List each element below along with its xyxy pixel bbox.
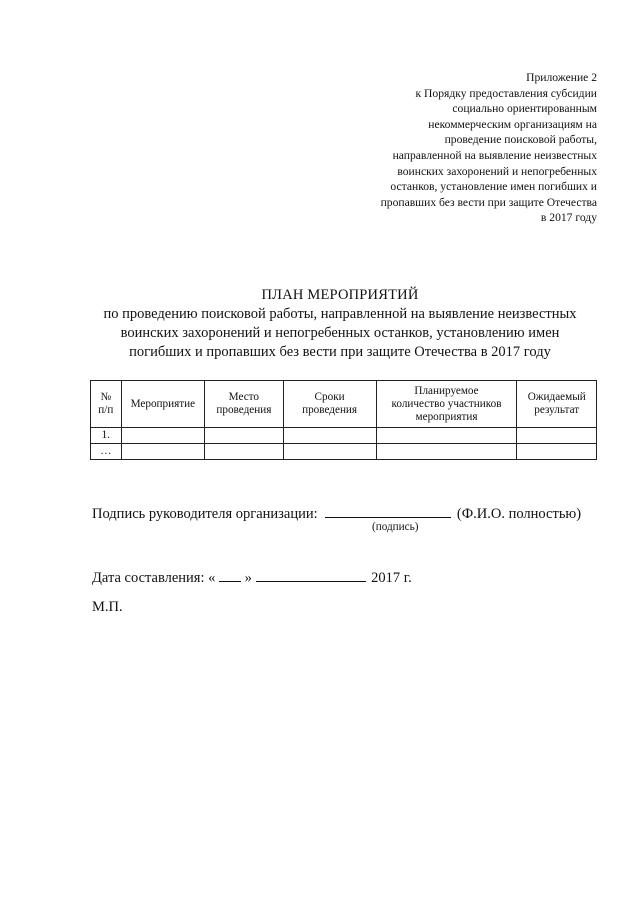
table-row [91,444,597,460]
signature-fio: (Ф.И.О. полностью) [456,506,582,522]
appendix-line: Приложение 2 [526,71,597,84]
appendix-line: к Порядку предоставления субсидии [415,86,597,100]
signature-line [92,503,581,523]
table-cell [283,444,376,460]
table-cell [121,428,205,444]
table-cell [283,428,376,444]
title-line: по проведению поисковой работы, направленной на выявление неизвестных [103,306,577,322]
date-day-blank[interactable] [219,567,241,582]
table-cell [376,428,517,444]
header-result: Ожидаемый результат [517,381,597,428]
date-quote-close: » [244,570,252,586]
table-cell [121,444,205,460]
table-header-row [91,381,597,428]
appendix-line: социально ориентированным [452,102,597,116]
date-month-blank[interactable] [256,567,366,582]
appendix-line: проведение поисковой работы, [444,133,597,147]
document-title [60,286,620,362]
table-cell [376,444,517,460]
header-number: № п/п [91,381,122,428]
date-label: Дата составления: « [92,570,216,586]
appendix-line: воинских захоронений и непогребенных [397,164,597,178]
stamp-place: М.П. [92,599,123,615]
title-line: погибших и пропавших без вести при защите Отечества в 2017 году [129,344,551,360]
appendix-line: направленной на выявление неизвестных [392,148,597,162]
table-cell [517,428,597,444]
title-heading: ПЛАН МЕРОПРИЯТИЙ [261,287,419,303]
table-cell: 1. [91,428,122,444]
header-place: Место проведения [205,381,283,428]
signature-blank[interactable] [325,503,451,518]
signature-caption: (подпись) [372,521,419,533]
header-dates: Сроки проведения [283,381,376,428]
appendix-header [297,70,597,226]
appendix-line: некоммерческим организациям на [428,117,597,131]
table-cell [517,444,597,460]
appendix-line: пропавших без вести при защите Отечества [380,195,597,209]
appendix-line: останков, установление имен погибших и [390,180,597,194]
appendix-line: в 2017 году [540,211,597,225]
table-cell [205,428,283,444]
table-cell: … [91,444,122,460]
header-participants: Планируемое количество участников мероприятия [376,381,517,428]
table-cell [205,444,283,460]
date-line [92,567,412,587]
date-year: 2017 г. [371,570,412,586]
plan-table [90,380,597,460]
title-line: воинских захоронений и непогребенных останков, установлению имен [120,325,560,341]
signature-label: Подпись руководителя организации: [92,506,318,522]
table-row [91,428,597,444]
header-event: Мероприятие [121,381,205,428]
